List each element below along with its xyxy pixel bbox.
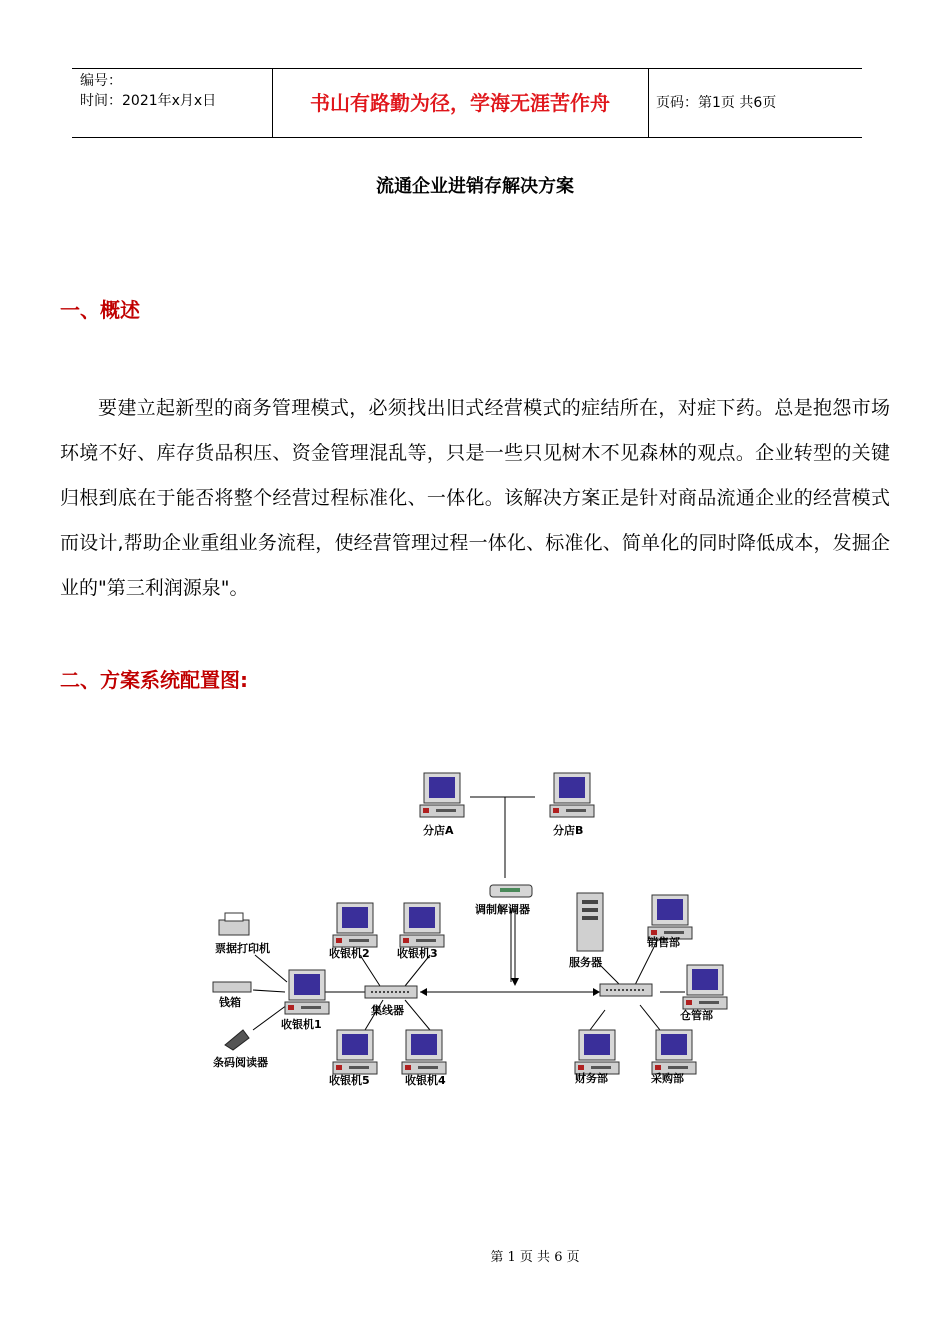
warehouse-node [680, 965, 727, 1022]
computer-icon [550, 773, 594, 817]
branch-a-node [420, 773, 464, 837]
cashier3-node [397, 903, 444, 960]
cashier4-label: 收银机4 [405, 1074, 446, 1087]
system-config-diagram [205, 760, 735, 1095]
computer-icon [333, 1030, 377, 1074]
header-meta [80, 71, 216, 111]
computer-icon [683, 965, 727, 1009]
arrow-head [511, 978, 519, 986]
branch-b-node [550, 773, 594, 837]
cashier5-node [329, 1030, 377, 1087]
computer-icon [420, 773, 464, 817]
printer-paper [225, 913, 243, 921]
cash-box-icon [213, 982, 251, 992]
section-heading-diagram: 二、方案系统配置图: [60, 668, 248, 692]
finance-node [575, 1030, 619, 1085]
receipt-printer-label: 票据打印机 [215, 942, 270, 955]
link-line [590, 1010, 605, 1030]
cashier5-label: 收银机5 [329, 1074, 370, 1087]
finance-label: 财务部 [575, 1072, 608, 1085]
receipt-printer-node [215, 913, 270, 955]
overview-paragraph: 要建立起新型的商务管理模式，必须找出旧式经营模式的症结所在，对症下药。总是抱怨市场环境不好、库存货品积压、资金管理混乱等，只是一些只见树木不见森林的观点。企业转型的关键归根到底在于能否将整个经营过程标准化、一体化。该解决方案正是针对商品流通企业的经营模式而设计,帮助企业重组业务流程，使经营管理过程一体化、标准化、简单化的同时降低成本，发掘企业的"第三利润源泉"。 [60, 397, 890, 599]
server-bay [582, 900, 598, 904]
modem-node [475, 885, 532, 916]
page-footer: 第 1 页 共 6 页 [490, 1250, 580, 1265]
cashier1-label: 收银机1 [281, 1018, 322, 1031]
server-bay [582, 916, 598, 920]
header-divider [648, 69, 649, 137]
printer-icon [219, 920, 249, 935]
cashier2-node [329, 903, 377, 960]
link-line [600, 965, 620, 985]
header-motto: 书山有路勤为径，学海无涯苦作舟 [310, 91, 610, 115]
cashier2-label: 收银机2 [329, 947, 370, 960]
branch-a-label: 分店A [423, 824, 454, 837]
link-line [253, 990, 285, 992]
header-time: 时间：2021年x月x日 [80, 93, 217, 109]
computer-icon [333, 903, 377, 947]
link-line [255, 955, 287, 982]
computer-icon [285, 970, 329, 1014]
arrow-head [420, 988, 427, 996]
modem-light [500, 888, 520, 892]
page-header [72, 68, 862, 138]
purchasing-label: 采购部 [651, 1072, 684, 1085]
server-node [569, 893, 603, 969]
warehouse-label: 仓管部 [680, 1009, 713, 1022]
hub-node [365, 986, 417, 1017]
computer-icon [652, 1030, 696, 1074]
hub-icon [365, 986, 417, 998]
sales-node [647, 895, 692, 949]
barcode-reader-node [213, 1030, 268, 1069]
barcode-reader-label: 条码阅读器 [213, 1056, 268, 1069]
computer-icon [575, 1030, 619, 1074]
main-switch-node [600, 984, 652, 996]
branch-b-label: 分店B [553, 824, 584, 837]
sales-label: 销售部 [647, 936, 680, 949]
server-label: 服务器 [569, 956, 602, 969]
cashier4-node [402, 1030, 446, 1087]
link-line [405, 1000, 430, 1030]
computer-icon [648, 895, 692, 939]
computer-icon [400, 903, 444, 947]
purchasing-node [651, 1030, 696, 1085]
section-heading-overview: 一、概述 [60, 298, 140, 322]
cashier3-label: 收银机3 [397, 947, 438, 960]
barcode-reader-icon [225, 1030, 249, 1050]
document-title: 流通企业进销存解决方案 [376, 176, 574, 197]
cashier1-node [281, 970, 329, 1031]
link-line [640, 1005, 660, 1030]
server-bay [582, 908, 598, 912]
hub-label: 集线器 [371, 1004, 404, 1017]
cash-box-node [213, 982, 251, 1009]
arrow-head [593, 988, 600, 996]
hub-icon [600, 984, 652, 996]
cash-box-label: 钱箱 [219, 996, 241, 1009]
header-number: 编号： [80, 73, 122, 89]
modem-label: 调制解调器 [475, 903, 530, 916]
computer-icon [402, 1030, 446, 1074]
header-page-info: 页码：第1页 共6页 [656, 95, 777, 111]
